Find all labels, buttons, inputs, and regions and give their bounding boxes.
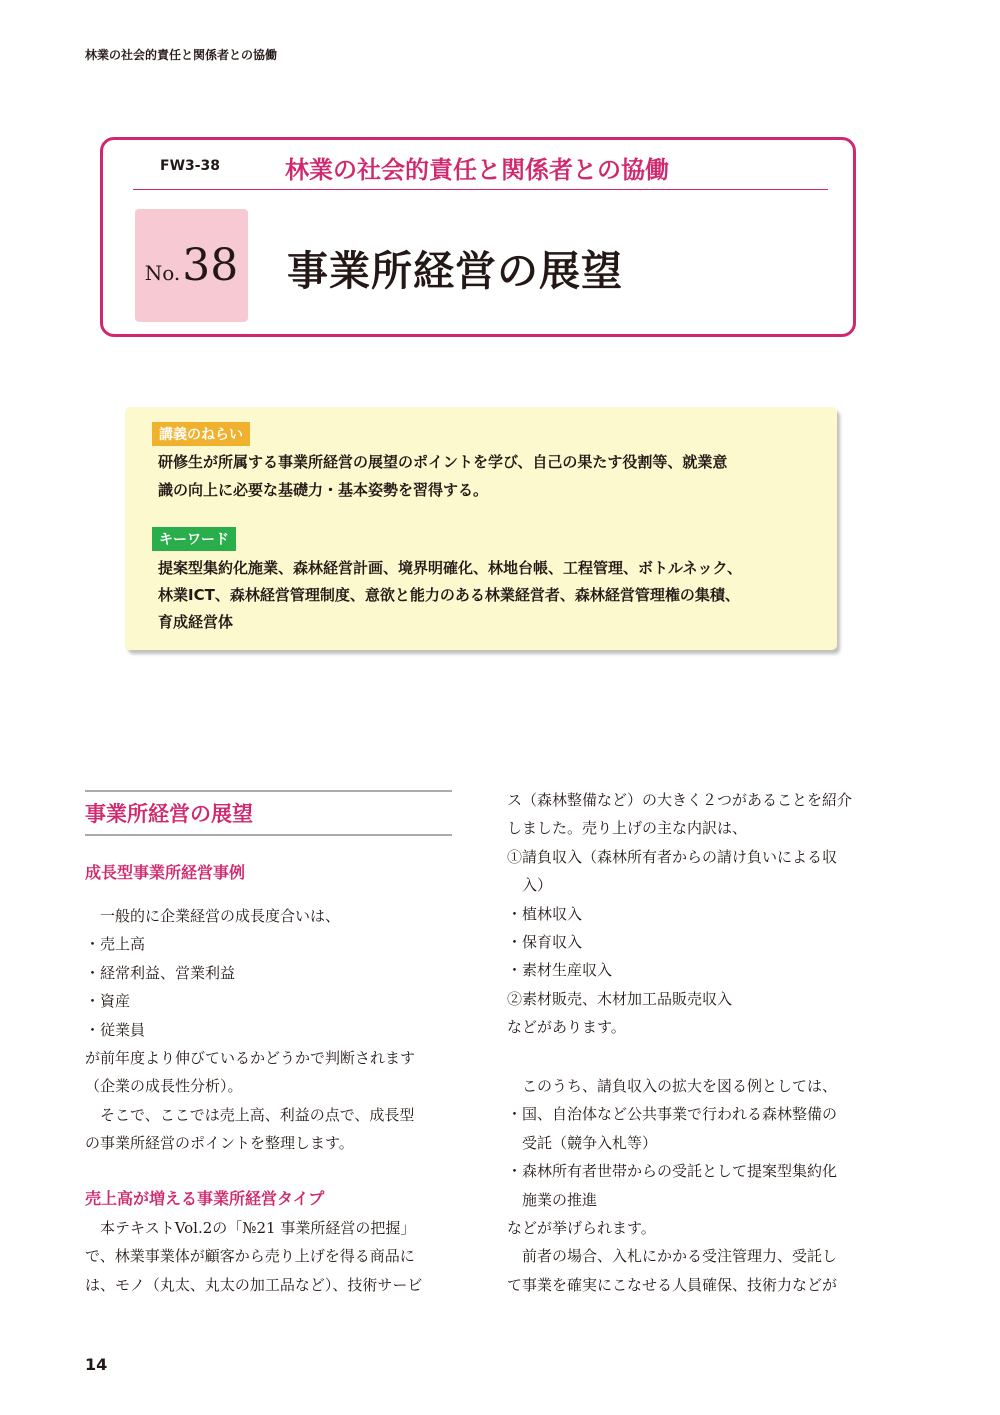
- page-title: 事業所経営の展望: [287, 247, 623, 295]
- keywords-text: [158, 555, 823, 636]
- body-line: などが挙げられます。: [507, 1219, 656, 1238]
- body-line: ・植林収入: [507, 904, 583, 923]
- series-title: 林業の社会的責任と関係者との協働: [285, 156, 669, 184]
- body-line: そこで、ここでは売上高、利益の点で、成長型: [85, 1105, 415, 1124]
- keywords-label: キーワード: [152, 527, 236, 551]
- body-line: しました。売り上げの主な内訳は、: [507, 819, 748, 838]
- lecture-aim-text: [158, 448, 823, 504]
- keywords-line: 提案型集約化施業、森林経営計画、境界明確化、林地台帳、工程管理、ボトルネック、: [158, 559, 742, 577]
- lecture-number-badge: [135, 209, 248, 322]
- lecture-code: FW3-38: [160, 158, 221, 174]
- aim-line: 識の向上に必要な基礎力・基本姿勢を習得する。: [158, 481, 489, 499]
- body-line: （企業の成長性分析）。: [85, 1077, 243, 1096]
- page-number: 14: [85, 1355, 108, 1374]
- body-line: ・素材生産収入: [507, 961, 613, 980]
- body-line: 施業の推進: [507, 1190, 598, 1209]
- body-line: は、モノ（丸太、丸太の加工品など）、技術サービ: [85, 1275, 423, 1294]
- lecture-number: 38: [182, 240, 239, 291]
- keywords-line: 林業ICT、森林経営管理制度、意欲と能力のある林業経営者、森林経営管理権の集積、: [158, 586, 740, 604]
- body-line: の事業所経営のポイントを整理します。: [85, 1134, 354, 1153]
- body-line: 本テキストVol.2の「№21 事業所経営の把握」: [85, 1219, 416, 1237]
- keywords-line: 育成経営体: [158, 613, 234, 631]
- section-title: 事業所経営の展望: [85, 802, 253, 826]
- body-line: ・経常利益、営業利益: [85, 963, 236, 982]
- body-column-1b: [85, 1214, 422, 1299]
- body-column-1a: [85, 902, 415, 1158]
- body-line: ・売上高: [85, 935, 146, 954]
- body-line: で、林業事業体が顧客から売り上げを得る商品に: [85, 1247, 415, 1266]
- body-line: このうち、請負収入の拡大を図る例としては、: [507, 1077, 838, 1095]
- body-line: ・国、自治体など公共事業で行われる森林整備の: [507, 1105, 838, 1124]
- subheading-sales-type: 売上高が増える事業所経営タイプ: [85, 1189, 325, 1208]
- body-line: ・資産: [85, 992, 131, 1011]
- body-column-2b: [507, 1072, 837, 1299]
- running-header: 林業の社会的責任と関係者との協働: [85, 48, 278, 62]
- body-column-2a: [507, 786, 852, 1042]
- body-line: 入）: [507, 876, 553, 895]
- body-line: ・従業員: [85, 1020, 146, 1039]
- section-rule-bottom: [85, 834, 452, 836]
- section-rule-top: [85, 790, 452, 792]
- body-line: が前年度より伸びているかどうかで判断されます: [85, 1049, 416, 1068]
- body-line: ス（森林整備など）の大きく２つがあることを紹介: [507, 791, 853, 809]
- title-divider: [133, 189, 828, 190]
- body-line: ・森林所有者世帯からの受託として提案型集約化: [507, 1162, 838, 1181]
- body-line: ①請負収入（森林所有者からの請け負いによる収: [507, 847, 838, 866]
- lecture-aim-label: 講義のねらい: [152, 422, 250, 446]
- body-line: て事業を確実にこなせる人員確保、技術力などが: [507, 1275, 838, 1294]
- subheading-growth: 成長型事業所経営事例: [85, 863, 246, 882]
- number-prefix: No.: [144, 260, 181, 285]
- body-line: 一般的に企業経営の成長度合いは、: [85, 907, 341, 925]
- body-line: 前者の場合、入札にかかる受注管理力、受託し: [507, 1247, 838, 1266]
- aim-line: 研修生が所属する事業所経営の展望のポイントを学び、自己の果たす役割等、就業意: [158, 453, 728, 471]
- body-line: などがあります。: [507, 1018, 626, 1037]
- body-line: ・保育収入: [507, 933, 583, 952]
- body-line: ②素材販売、木材加工品販売収入: [507, 989, 733, 1008]
- body-line: 受託（競争入札等）: [507, 1133, 658, 1152]
